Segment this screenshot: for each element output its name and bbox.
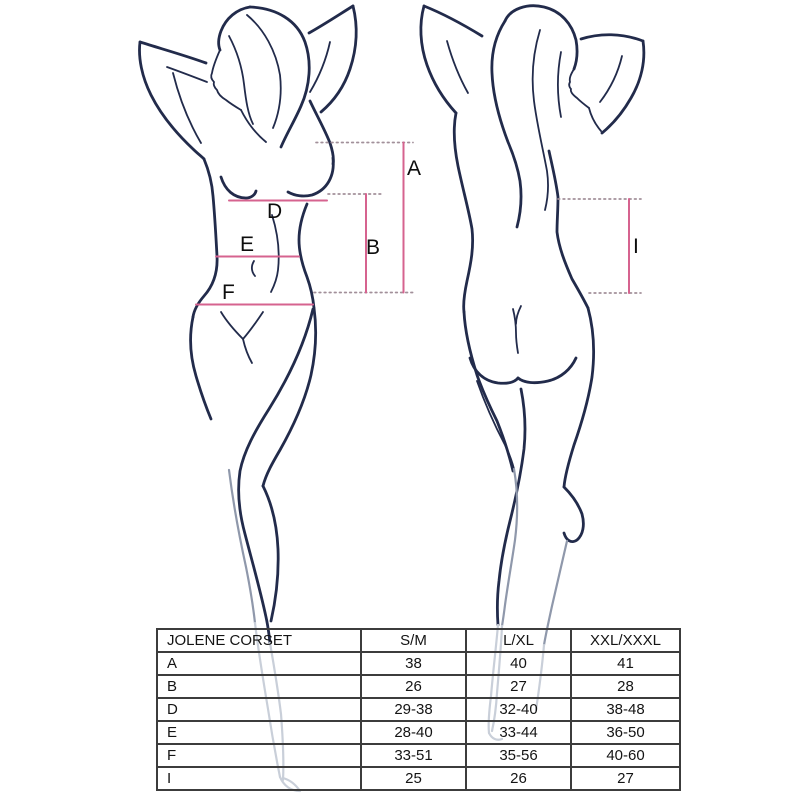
row-label: A: [157, 652, 361, 675]
size-table-col-sm: S/M: [361, 629, 466, 652]
table-row: [157, 744, 680, 767]
front-hair-strand-mid: [247, 15, 281, 128]
row-label: B: [157, 675, 361, 698]
back-right-arm-outer: [602, 41, 644, 133]
front-right-calf: [263, 486, 278, 621]
front-right-breast: [288, 158, 333, 196]
back-crack-branch: [516, 306, 521, 324]
front-right-arm-inner-edge: [309, 6, 353, 33]
front-hair-top: [219, 7, 250, 50]
cell-value: 27: [466, 675, 571, 698]
table-row: [157, 721, 680, 744]
cell-value: 32-40: [466, 698, 571, 721]
front-navel: [252, 261, 255, 276]
back-hair-dome: [505, 6, 577, 69]
back-heel: [564, 487, 583, 542]
cell-value: 25: [361, 767, 466, 790]
back-hair-inner: [533, 30, 548, 210]
back-left-arm-outer: [421, 6, 456, 113]
size-table-col-xxl: XXL/XXXL: [571, 629, 680, 652]
measurement-label-i: I: [633, 235, 639, 258]
front-back-shin: [229, 470, 255, 623]
front-left-breast: [221, 177, 256, 198]
size-table: [156, 628, 681, 791]
measurement-label-a: A: [407, 157, 422, 180]
cell-value: 38-48: [571, 698, 680, 721]
table-row: [157, 675, 680, 698]
back-hair-fall: [492, 21, 521, 227]
back-right-arm-inner: [600, 56, 622, 102]
measurement-label-d: D: [267, 200, 283, 223]
cell-value: 29-38: [361, 698, 466, 721]
back-left-arm-top: [424, 6, 482, 36]
cell-value: 36-50: [571, 721, 680, 744]
cell-value: 40: [466, 652, 571, 675]
back-left-arm-inner: [447, 41, 468, 93]
front-left-forearm-top: [140, 42, 206, 63]
cell-value: 28-40: [361, 721, 466, 744]
back-right-hip-thigh: [564, 308, 594, 487]
cell-value: 35-56: [466, 744, 571, 767]
cell-value: 33-51: [361, 744, 466, 767]
row-label: D: [157, 698, 361, 721]
front-right-arm-parallel: [310, 42, 330, 92]
cell-value: 38: [361, 652, 466, 675]
row-label: E: [157, 721, 361, 744]
size-table-col-lxl: L/XL: [466, 629, 571, 652]
back-buttock-right: [518, 358, 576, 383]
front-bikini-tail: [243, 339, 252, 363]
cell-value: 33-44: [466, 721, 571, 744]
cell-value: 40-60: [571, 744, 680, 767]
front-bikini-right: [243, 312, 263, 339]
front-right-waist-hip: [263, 204, 316, 486]
row-label: F: [157, 744, 361, 767]
cell-value: 26: [466, 767, 571, 790]
front-left-side: [193, 159, 217, 317]
measurement-label-e: E: [240, 233, 255, 256]
back-hair-strand: [558, 52, 561, 117]
front-left-hip-thigh: [191, 317, 211, 419]
cell-value: 27: [571, 767, 680, 790]
cell-value: 41: [571, 652, 680, 675]
cell-value: 28: [571, 675, 680, 698]
back-center-leg-line: [497, 389, 525, 625]
front-bikini-left: [221, 312, 243, 339]
row-label: I: [157, 767, 361, 790]
front-face-profile: [211, 50, 241, 110]
back-left-side: [454, 113, 472, 312]
table-row: [157, 652, 680, 675]
back-face-profile: [569, 69, 589, 108]
table-row: [157, 767, 680, 790]
measurement-label-f: F: [222, 281, 235, 304]
back-right-arm-top: [581, 35, 643, 41]
back-neck: [589, 108, 601, 131]
size-table-title: JOLENE CORSET: [157, 629, 361, 652]
front-neck: [241, 110, 266, 142]
size-table-header-row: [157, 629, 680, 652]
front-abdomen-crease: [271, 215, 279, 292]
cell-value: 26: [361, 675, 466, 698]
measurement-label-b: B: [366, 236, 381, 259]
table-row: [157, 698, 680, 721]
back-right-side: [549, 151, 588, 308]
